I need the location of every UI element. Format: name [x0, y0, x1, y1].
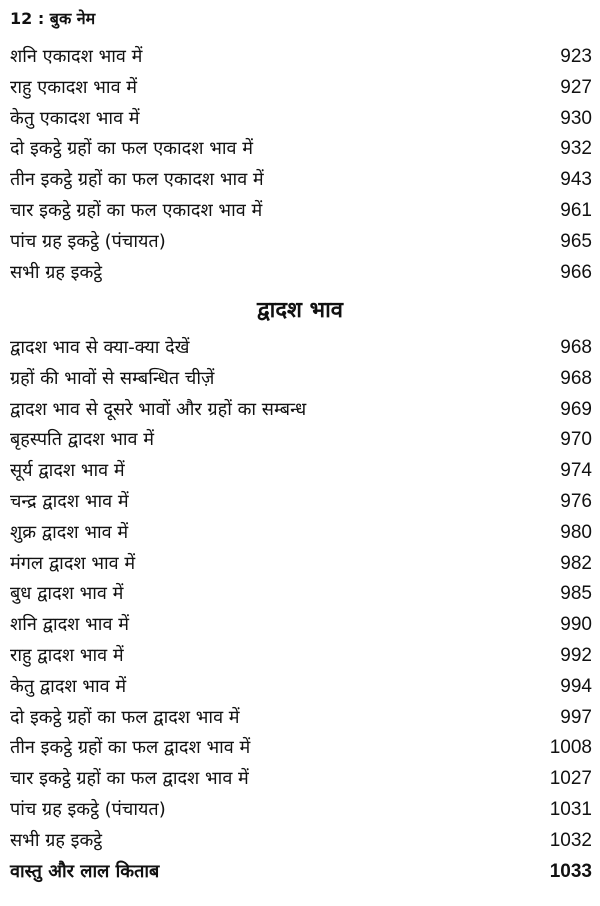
toc-entry-title: चार इकट्ठे ग्रहों का फल एकादश भाव में: [10, 199, 263, 221]
toc-entry: [10, 764, 592, 795]
toc-entry-title: राहु एकादश भाव में: [10, 76, 138, 98]
toc-entry-page-number: 932: [560, 138, 592, 160]
toc-entry: [10, 487, 592, 518]
toc-entry-title: शुक्र द्वादश भाव में: [10, 521, 129, 543]
toc-entry: [10, 703, 592, 734]
toc-entry: [10, 733, 592, 764]
toc-entry-page-number: 976: [560, 490, 592, 512]
toc-entry-page-number: 961: [560, 199, 592, 221]
toc-entry: [10, 196, 592, 227]
toc-entry-title: राहु द्वादश भाव में: [10, 644, 124, 666]
toc-entry-page-number: 927: [560, 76, 592, 98]
toc-entry-page-number: 1033: [549, 860, 592, 882]
toc-entry-title: ग्रहों की भावों से सम्बन्धित चीज़ें: [10, 367, 215, 389]
toc-entry-page-number: 969: [560, 398, 592, 420]
toc-entry-page-number: 997: [560, 706, 592, 728]
toc-entry: [10, 165, 592, 196]
toc-entry: [10, 518, 592, 549]
toc-entry-page-number: 966: [560, 261, 592, 283]
toc-entry: [10, 672, 592, 703]
toc-entry-title: दो इकट्ठे ग्रहों का फल एकादश भाव में: [10, 138, 254, 160]
toc-entry: [10, 579, 592, 610]
toc-entry-page-number: 1027: [549, 768, 592, 790]
toc-entry: [10, 641, 592, 672]
toc-entry: [10, 73, 592, 104]
toc-entry-title: पांच ग्रह इकट्ठे (पंचायत): [10, 798, 166, 820]
toc-entry: [10, 826, 592, 857]
toc-entry-title: सूर्य द्वादश भाव में: [10, 460, 125, 482]
toc-entry-title: चार इकट्ठे ग्रहों का फल द्वादश भाव में: [10, 768, 249, 790]
toc-entry-title: द्वादश भाव से क्या-क्या देखें: [10, 337, 190, 358]
toc-entry: [10, 857, 592, 888]
toc-entry: [10, 104, 592, 135]
toc-entry-title: शनि एकादश भाव में: [10, 46, 143, 67]
page-header: 12 : बुक नेम: [10, 9, 96, 28]
toc-entry: [10, 42, 592, 73]
toc-entry-page-number: 968: [560, 367, 592, 389]
toc-entry-page-number: 974: [560, 460, 592, 482]
toc-entry-title: दो इकट्ठे ग्रहों का फल द्वादश भाव में: [10, 706, 240, 728]
toc-entry-title: केतु द्वादश भाव में: [10, 675, 127, 697]
toc-entry-page-number: 923: [560, 46, 592, 67]
toc-entry-title: तीन इकट्ठे ग्रहों का फल द्वादश भाव में: [10, 737, 251, 759]
toc-entry-title: बुध द्वादश भाव में: [10, 583, 124, 605]
toc-entry: [10, 425, 592, 456]
toc-entry: [10, 549, 592, 580]
toc-entry: [10, 227, 592, 258]
toc-entry-title: केतु एकादश भाव में: [10, 107, 140, 129]
toc-entry-page-number: 943: [560, 169, 592, 191]
toc-entry: [10, 333, 592, 364]
toc-entry-title: द्वादश भाव से दूसरे भावों और ग्रहों का सम्बन्ध: [10, 398, 307, 420]
toc-entry-title: तीन इकट्ठे ग्रहों का फल एकादश भाव में: [10, 169, 264, 191]
toc-entry-title: सभी ग्रह इकट्ठे: [10, 261, 103, 283]
toc-entry-title: वास्तु और लाल किताब: [10, 860, 160, 882]
toc-entry-page-number: 1031: [549, 798, 592, 820]
toc-entry-page-number: 970: [560, 429, 592, 451]
toc-entry-title: शनि द्वादश भाव में: [10, 614, 129, 636]
toc-entry: [10, 134, 592, 165]
toc-entry-title: बृहस्पति द्वादश भाव में: [10, 429, 155, 451]
toc-entry: [10, 395, 592, 426]
section-heading: द्वादश भाव: [256, 298, 344, 323]
toc-entry-page-number: 994: [560, 675, 592, 697]
toc-entry-page-number: 980: [560, 521, 592, 543]
toc-entry-page-number: 992: [560, 644, 592, 666]
toc-entry: [10, 258, 592, 289]
toc-entry: [10, 364, 592, 395]
toc-entry-page-number: 1032: [549, 829, 592, 851]
toc-entry-title: चन्द्र द्वादश भाव में: [10, 490, 129, 512]
toc-list-ekadash: [10, 42, 592, 288]
toc-entry-title: पांच ग्रह इकट्ठे (पंचायत): [10, 230, 166, 252]
toc-entry-page-number: 990: [560, 614, 592, 636]
toc-entry-page-number: 968: [560, 337, 592, 358]
toc-entry-title: सभी ग्रह इकट्ठे: [10, 829, 103, 851]
toc-entry-page-number: 1008: [549, 737, 592, 759]
toc-entry-page-number: 985: [560, 583, 592, 605]
toc-list-dwadash: [10, 333, 592, 887]
toc-entry-page-number: 982: [560, 552, 592, 574]
toc-entry-page-number: 930: [560, 107, 592, 129]
toc-entry-page-number: 965: [560, 230, 592, 252]
toc-entry: [10, 610, 592, 641]
toc-entry-title: मंगल द्वादश भाव में: [10, 552, 136, 574]
toc-entry: [10, 795, 592, 826]
toc-entry: [10, 456, 592, 487]
